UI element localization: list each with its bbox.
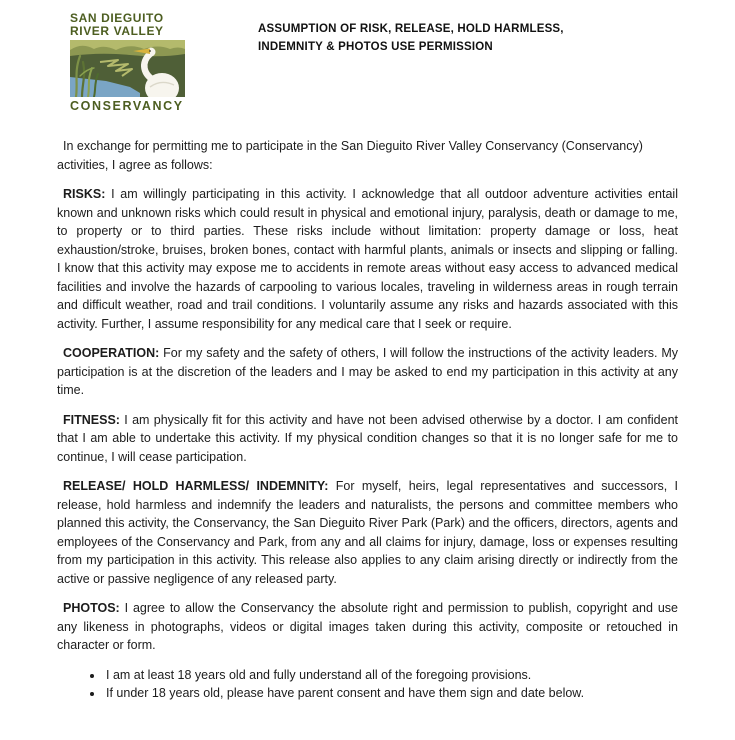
logo-egret-scene-icon	[70, 40, 185, 97]
section-fitness	[57, 411, 678, 467]
section-heading: PHOTOS:	[63, 601, 120, 615]
egret-eye	[149, 50, 151, 52]
section-cooperation	[57, 344, 678, 400]
section-heading: COOPERATION:	[63, 346, 160, 360]
section-body: I agree to allow the Conservancy the absolute right and permission to publish, copyright and use any likeness in photographs, videos or digital images taken during this activity, composite or retouched in character or form.	[57, 601, 678, 652]
list-item: • I am at least 18 years old and fully understand all of the foregoing provisions.	[104, 666, 678, 685]
section-photos	[57, 599, 678, 655]
section-body: For my safety and the safety of others, I will follow the instructions of the activity leaders. My participation is at the discretion of the leaders and I may be asked to end my participation in this activity at any time.	[57, 346, 678, 397]
list-item: • If under 18 years old, please have parent consent and have them sign and date below.	[104, 684, 678, 703]
section-body: For myself, heirs, legal representatives and successors, I release, hold harmless and indemnify the leaders and naturalists, the persons and committee members who planned this activity, the Conservancy, the San Dieguito River Park (Park) and the officers, directors, agents and employees of the Conservancy and Park, from any and all claims for injury, damage, loss or expenses resulting from my participation in this activity. This release also applies to any claim arising directly or indirectly from the active or passive negligence of any released party.	[57, 479, 678, 586]
title-line-2: INDEMNITY & PHOTOS USE PERMISSION	[258, 41, 493, 53]
logo-text-line1: SAN DIEGUITO	[70, 11, 164, 25]
logo-text-conservancy: CONSERVANCY	[70, 99, 184, 113]
document-body	[57, 137, 678, 703]
conservancy-logo	[70, 12, 185, 113]
section-heading: RISKS:	[63, 187, 106, 201]
section-body: I am willingly participating in this activity. I acknowledge that all outdoor adventure activities entail known and unknown risks which could result in physical and emotional injury, paralysis, death or damage to me, to property or to third parties. These risks include without limitation: property damage or loss, heat exhaustion/stroke, bruises, broken bones, contact with harmful plants, animals or insects and slipping or falling. I know that this activity may expose me to accidents in remote areas without easy access to advanced medical facilities and involve the hazards of carpooling to various locales, traveling in wilderness areas in rough terrain and difficult weather, road and trail conditions. I voluntarily assume any risks and hazards associated with this activity. Further, I assume responsibility for any medical care that I seek or require.	[57, 187, 678, 331]
logo-text-line2: RIVER VALLEY	[70, 24, 164, 38]
title-line-1: ASSUMPTION OF RISK, RELEASE, HOLD HARMLESS,	[258, 23, 564, 35]
document-title	[258, 20, 564, 56]
provisions-list	[57, 666, 678, 703]
logo-text-top	[70, 12, 185, 38]
section-risks	[57, 185, 678, 333]
section-heading: RELEASE/ HOLD HARMLESS/ INDEMNITY:	[63, 479, 329, 493]
intro-text: In exchange for permitting me to participate in the San Dieguito River Valley Conservancy (Conservancy) activities, I agree as follows:	[57, 139, 643, 172]
section-release-hold-harmless-indemnity	[57, 477, 678, 588]
section-body: I am physically fit for this activity and have not been advised otherwise by a doctor. I am confident that I am able to undertake this activity. If my physical condition changes so that it is no longer safe for me to continue, I will cease participation.	[57, 412, 678, 464]
document-header	[0, 0, 735, 113]
section-heading: FITNESS:	[63, 412, 120, 427]
intro-paragraph	[57, 137, 678, 174]
